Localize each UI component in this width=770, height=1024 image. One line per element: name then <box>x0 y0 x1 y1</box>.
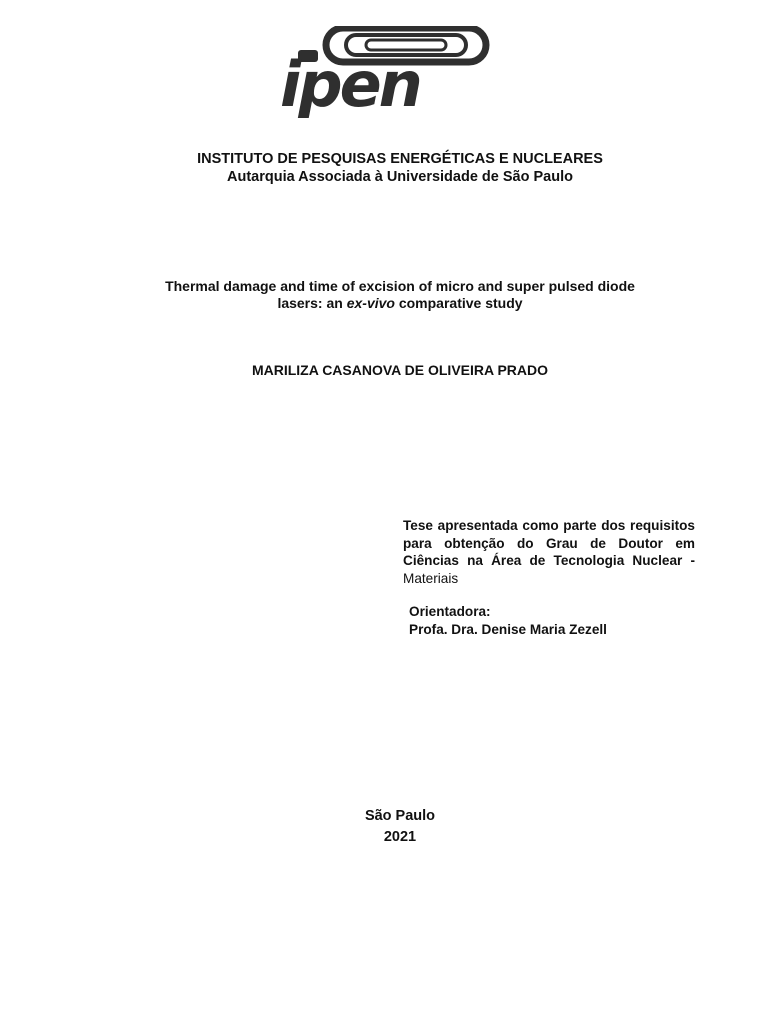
thesis-note-main: Tese apresentada como parte dos requisitos para obtenção do Grau de Doutor em Ciências na Área de Tecnologia Nuclear - <box>403 518 695 568</box>
footer-stripes <box>0 958 770 1008</box>
ipen-logo <box>280 26 494 118</box>
header-stripes-right <box>492 58 770 102</box>
title-line-2-suffix: comparative study <box>394 295 523 311</box>
title-line-2 <box>0 295 770 312</box>
thesis-note-text <box>403 517 695 587</box>
advisor-name: Profa. Dra. Denise Maria Zezell <box>409 622 607 637</box>
title-line-2-prefix: lasers: an <box>277 295 347 311</box>
thesis-note <box>403 517 695 587</box>
thesis-title <box>0 278 770 312</box>
ipen-logo-lettering: ipen <box>280 48 420 118</box>
thesis-note-area: Materiais <box>403 570 459 586</box>
advisor-label: Orientadora: <box>409 604 491 619</box>
title-line-1: Thermal damage and time of excision of micro and super pulsed diode <box>165 278 635 294</box>
title-line-2-italic: ex-vivo <box>346 295 395 311</box>
header-stripes-left <box>0 58 282 102</box>
year: 2021 <box>383 829 417 845</box>
place-year-block <box>0 806 770 848</box>
institution-block <box>0 150 770 186</box>
institution-affiliation: Autarquia Associada à Universidade de São Paulo <box>227 169 573 185</box>
institution-name: INSTITUTO DE PESQUISAS ENERGÉTICAS E NUCLEARES <box>197 151 603 167</box>
ipen-logo-graphic <box>280 26 494 118</box>
author-name: MARILIZA CASANOVA DE OLIVEIRA PRADO <box>251 362 549 378</box>
place: São Paulo <box>364 808 436 824</box>
advisor-block <box>409 603 607 639</box>
